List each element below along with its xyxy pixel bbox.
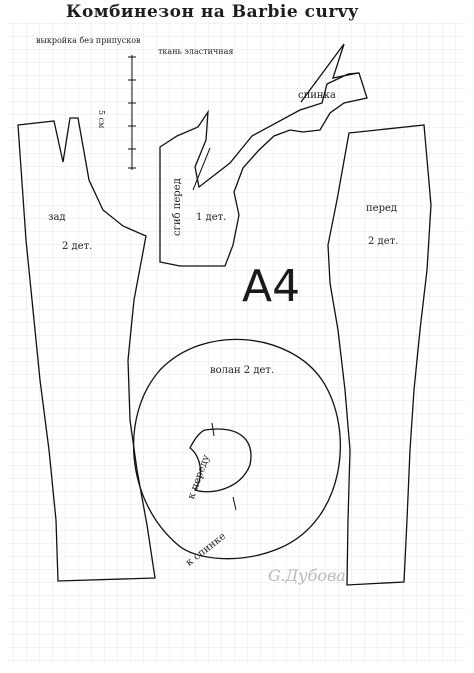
sheet-format-label: A4 xyxy=(242,261,301,312)
signature-watermark: G.Дубова xyxy=(268,566,346,585)
back-piece-qty: 2 дет. xyxy=(62,241,93,252)
allowance-note: выкройка без припусков xyxy=(36,36,141,45)
bodice-fold-label: сгиб перед xyxy=(172,178,183,236)
back-piece-name: зад xyxy=(48,212,66,223)
front-piece-name: перед xyxy=(366,203,398,214)
page-title: Комбинезон на Barbie curvy xyxy=(66,2,359,22)
bodice-qty: 1 дет. xyxy=(196,212,227,223)
ruffle-to-back-label: к спинке xyxy=(184,530,228,569)
front-piece-qty: 2 дет. xyxy=(368,236,399,247)
fabric-note: ткань эластичная xyxy=(158,47,234,56)
ruffle-to-front-label: к переду xyxy=(186,453,213,501)
ruffle-label: волан 2 дет. xyxy=(210,365,275,376)
scale-label: 5 см xyxy=(97,110,106,129)
back-piece-label: спинка xyxy=(298,90,336,101)
